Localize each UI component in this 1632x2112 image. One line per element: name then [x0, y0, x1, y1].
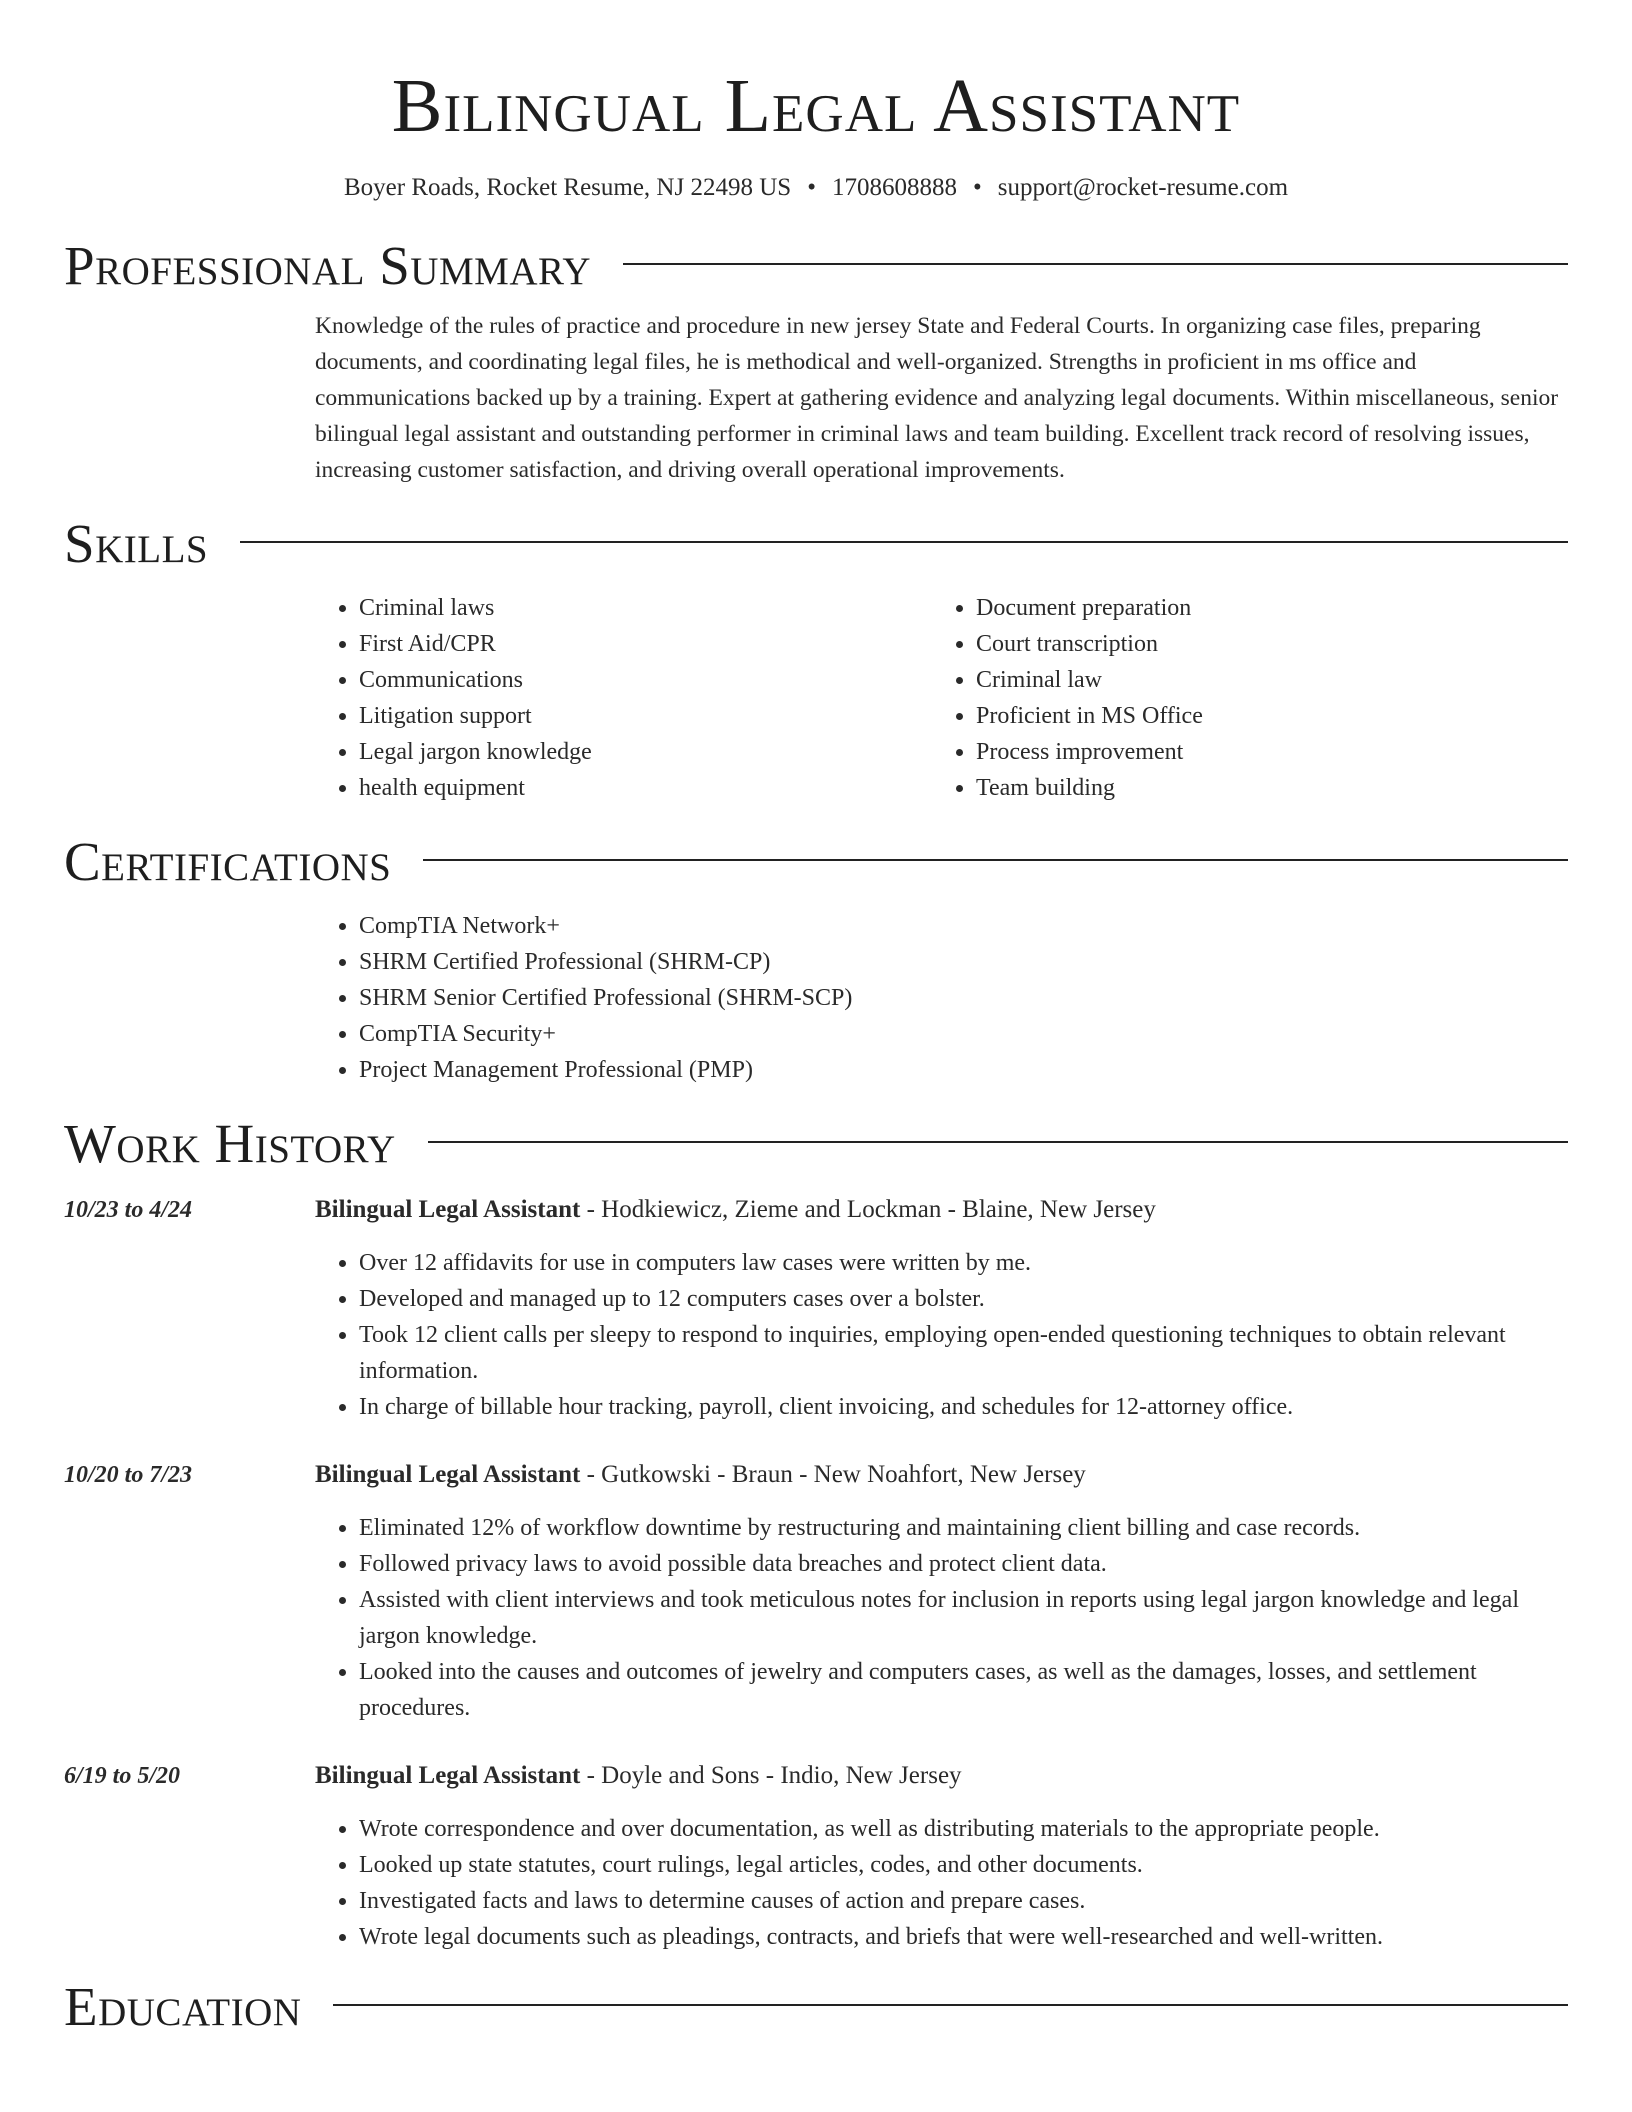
list-item: • In charge of billable hour tracking, payroll, client invoicing, and schedules for 12-attorney office. — [359, 1389, 1568, 1425]
list-item: • health equipment — [359, 770, 932, 806]
job-heading — [315, 1192, 1568, 1228]
contact-phone: 1708608888 — [831, 174, 957, 201]
job-title: Bilingual Legal Assistant — [315, 1762, 581, 1789]
list-item: • Assisted with client interviews and took meticulous notes for inclusion in reports using legal jargon knowledge and legal jargon knowledge. — [359, 1582, 1568, 1654]
list-item: • Looked up state statutes, court rulings, legal articles, codes, and other documents. — [359, 1847, 1568, 1883]
section-title: Education — [64, 1976, 302, 2037]
list-item: • Investigated facts and laws to determine causes of action and prepare cases. — [359, 1883, 1568, 1919]
section-divider — [333, 2004, 1568, 2006]
list-item: • Over 12 affidavits for use in computers law cases were written by me. — [359, 1245, 1568, 1281]
resume-name: Bilingual Legal Assistant — [391, 64, 1241, 148]
list-item: • Project Management Professional (PMP) — [359, 1052, 1568, 1088]
section-work-header — [64, 1114, 1568, 1174]
job-title: Bilingual Legal Assistant — [315, 1196, 581, 1223]
skills-column-left — [315, 590, 932, 806]
list-item: • Communications — [359, 662, 932, 698]
list-item: • Criminal law — [976, 662, 1549, 698]
job-dates: 6/19 to 5/20 — [64, 1763, 181, 1789]
list-item: • Took 12 client calls per sleepy to respond to inquiries, employing open-ended questioning techniques to obtain relevant information. — [359, 1317, 1568, 1389]
job-dates: 10/23 to 4/24 — [64, 1197, 193, 1223]
section-title: Professional Summary — [64, 235, 592, 296]
job-heading — [315, 1457, 1568, 1493]
section-title: Skills — [64, 513, 209, 574]
job-title: Bilingual Legal Assistant — [315, 1461, 581, 1488]
list-item: • Criminal laws — [359, 590, 932, 626]
contact-address: Boyer Roads, Rocket Resume, NJ 22498 US — [343, 174, 792, 201]
section-title: Certifications — [64, 831, 392, 892]
list-item: • Looked into the causes and outcomes of jewelry and computers cases, as well as the damages, losses, and settlement procedures. — [359, 1654, 1568, 1726]
section-summary-header — [64, 236, 1568, 296]
certifications-list — [315, 908, 1568, 1088]
job-dates: 10/20 to 7/23 — [64, 1462, 193, 1488]
list-item: • Followed privacy laws to avoid possible data breaches and protect client data. — [359, 1546, 1568, 1582]
section-divider — [423, 859, 1568, 861]
job-details: - Gutkowski - Braun - New Noahfort, New Jersey — [580, 1461, 1086, 1488]
list-item: • Document preparation — [976, 590, 1549, 626]
contact-line — [64, 172, 1568, 204]
section-skills-header — [64, 514, 1568, 574]
job-details: - Doyle and Sons - Indio, New Jersey — [580, 1762, 962, 1789]
section-divider — [623, 263, 1568, 265]
section-title: Work History — [64, 1113, 396, 1174]
list-item: • Developed and managed up to 12 computers cases over a bolster. — [359, 1281, 1568, 1317]
job-bullets — [315, 1245, 1568, 1425]
skills-list — [315, 590, 1568, 806]
list-item: • Eliminated 12% of workflow downtime by restructuring and maintaining client billing and case records. — [359, 1510, 1568, 1546]
skills-column-right — [932, 590, 1549, 806]
job-heading — [315, 1758, 1568, 1794]
list-item: • Litigation support — [359, 698, 932, 734]
list-item: • SHRM Senior Certified Professional (SHRM-SCP) — [359, 980, 1568, 1016]
list-item: • CompTIA Security+ — [359, 1016, 1568, 1052]
list-item: • Team building — [976, 770, 1549, 806]
list-item: • First Aid/CPR — [359, 626, 932, 662]
job-entry — [64, 1758, 1568, 1955]
job-details: - Hodkiewicz, Zieme and Lockman - Blaine, New Jersey — [580, 1196, 1156, 1223]
section-education-header — [64, 1977, 1568, 2037]
job-entry — [64, 1192, 1568, 1425]
summary-text: Knowledge of the rules of practice and procedure in new jersey State and Federal Courts. In organizing case files, preparing documents, and coordinating legal files, he is methodical and well-organized. Strengths in proficient in ms office and communications backed up by a training. Expert at gathering evidence and analyzing legal documents. Within miscellaneous, senior bilingual legal assistant and outstanding performer in criminal laws and team building. Excellent track record of resolving issues, increasing customer satisfaction, and driving overall operational improvements. — [315, 313, 1559, 483]
job-bullets — [315, 1811, 1568, 1955]
list-item: • Proficient in MS Office — [976, 698, 1549, 734]
job-bullets — [315, 1510, 1568, 1726]
contact-email: support@rocket-resume.com — [997, 174, 1289, 201]
list-item: • Court transcription — [976, 626, 1549, 662]
resume-page — [64, 0, 1568, 2037]
list-item: • SHRM Certified Professional (SHRM-CP) — [359, 944, 1568, 980]
contact-separator: • — [807, 174, 816, 201]
list-item: • CompTIA Network+ — [359, 908, 1568, 944]
section-certifications-header — [64, 832, 1568, 892]
contact-separator: • — [972, 174, 982, 201]
list-item: • Legal jargon knowledge — [359, 734, 932, 770]
job-entry — [64, 1457, 1568, 1726]
section-divider — [428, 1141, 1568, 1143]
list-item: • Wrote legal documents such as pleadings, contracts, and briefs that were well-researched and well-written. — [359, 1919, 1568, 1955]
list-item: • Wrote correspondence and over documentation, as well as distributing materials to the appropriate people. — [359, 1811, 1568, 1847]
section-divider — [240, 541, 1568, 543]
list-item: • Process improvement — [976, 734, 1549, 770]
